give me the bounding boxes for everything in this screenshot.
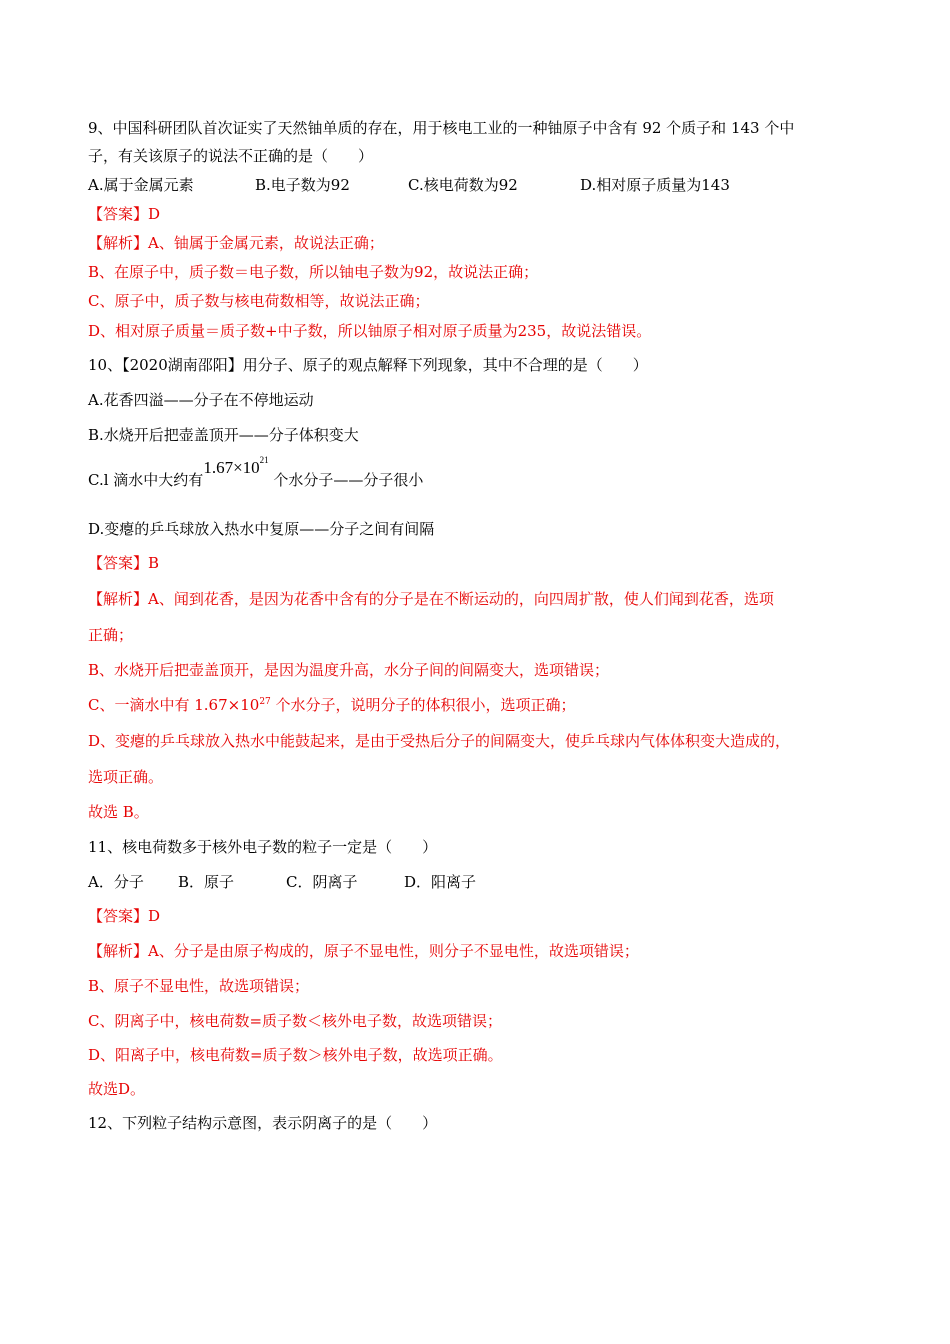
q9-analysis-d: D、相对原子质量＝质子数+中子数，所以铀原子相对原子质量为235，故说法错误。 [88, 322, 652, 340]
q9-stem-line1: 9、中国科研团队首次证实了天然铀单质的存在，用于核电工业的一种铀原子中含有 92 个质子和 143 个中 [88, 119, 795, 137]
q10-analysis-d-line1: D、变瘪的乒乓球放入热水中能鼓起来，是由于受热后分子的间隔变大，使乒乓球内气体体积变大造成的， [88, 732, 791, 750]
q9-analysis-a: 【解析】A、铀属于金属元素，故说法正确； [88, 234, 384, 252]
q11-conclusion: 故选D。 [88, 1080, 146, 1098]
q9-option-d: D.相对原子质量为143 [580, 176, 730, 194]
q11-option-d: D．阳离子 [404, 873, 477, 891]
q11-stem: 11、核电荷数多于核外电子数的粒子一定是（ ） [88, 838, 438, 856]
q10-option-c-mantissa: 1.67×10 [203, 458, 260, 477]
q10-analysis-a-line2: 正确； [88, 626, 134, 644]
q10-option-c-prefix: C. [88, 471, 104, 489]
q10-option-c-number: l [103, 471, 109, 489]
q9-option-c: C.核电荷数为92 [408, 176, 518, 194]
q11-analysis-b: B、原子不显电性，故选项错误； [88, 977, 310, 995]
q10-conclusion: 故选 B。 [88, 803, 149, 821]
q10-analysis-b: B、水烧开后把壶盖顶开，是因为温度升高，水分子间的间隔变大，选项错误； [88, 661, 610, 679]
q10-option-d: D.变瘪的乒乓球放入热水中复原——分子之间有间隔 [88, 520, 435, 538]
q10-option-a: A.花香四溢——分子在不停地运动 [88, 391, 314, 409]
q11-option-a: A．分子 [88, 873, 144, 891]
q10-option-c-exponent: 21 [259, 455, 269, 466]
q10-analysis-c-exponent: 27 [259, 697, 271, 707]
q9-analysis-b: B、在原子中，质子数＝电子数，所以铀电子数为92，故说法正确； [88, 263, 539, 281]
q10-analysis-c-prefix: C、一滴水中有 1.67×10 [88, 696, 260, 714]
q11-option-c: C．阴离子 [286, 873, 358, 891]
q10-answer: 【答案】B [88, 554, 160, 572]
q9-option-a: A.属于金属元素 [88, 176, 194, 194]
q10-analysis-a-line1: 【解析】A、闻到花香，是因为花香中含有的分子是在不断运动的，向四周扩散，使人们闻到花香，选项 [88, 590, 774, 608]
q11-options [88, 872, 878, 892]
q10-option-c-mid: 滴水中大约有 [108, 471, 204, 489]
q11-answer: 【答案】D [88, 907, 161, 925]
q11-analysis-c: C、阴离子中，核电荷数=质子数＜核外电子数，故选项错误； [88, 1012, 503, 1030]
q11-analysis-d: D、阳离子中，核电荷数=质子数＞核外电子数，故选项正确。 [88, 1046, 503, 1064]
q10-analysis-c [88, 695, 878, 715]
q10-option-c-formula [203, 455, 269, 477]
q10-option-c-suffix: 个水分子——分子很小 [268, 471, 424, 489]
q10-stem: 10、【2020湖南邵阳】用分子、原子的观点解释下列现象，其中不合理的是（ ） [88, 356, 648, 374]
q9-option-b: B.电子数为92 [255, 176, 350, 194]
q10-analysis-c-suffix: 个水分子，说明分子的体积很小，选项正确； [270, 696, 576, 714]
q10-option-b: B.水烧开后把壶盖顶开——分子体积变大 [88, 426, 359, 444]
q12-stem: 12、下列粒子结构示意图，表示阴离子的是（ ） [88, 1114, 438, 1132]
q10-analysis-d-line2: 选项正确。 [88, 768, 164, 786]
q9-analysis-c: C、原子中，质子数与核电荷数相等，故说法正确； [88, 292, 430, 310]
q11-option-b: B．原子 [178, 873, 235, 891]
q11-analysis-a: 【解析】A、分子是由原子构成的，原子不显电性，则分子不显电性，故选项错误； [88, 942, 639, 960]
q9-stem-line2: 子，有关该原子的说法不正确的是（ ） [88, 147, 374, 165]
q9-answer: 【答案】D [88, 205, 161, 223]
q9-options [88, 175, 878, 195]
